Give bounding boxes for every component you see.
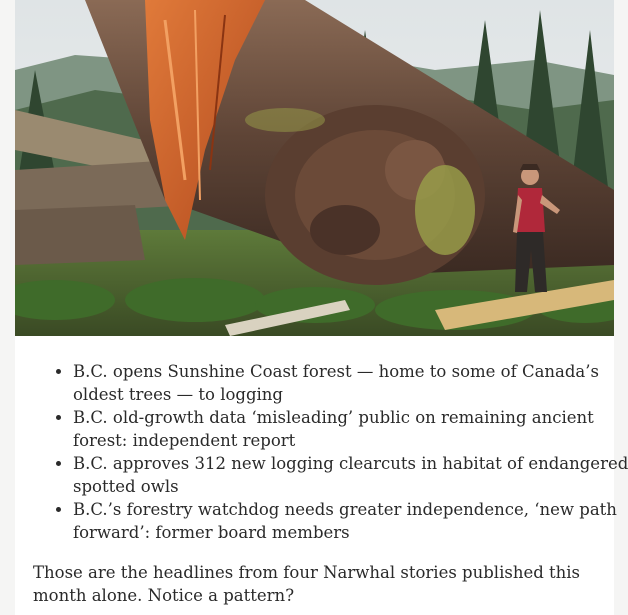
related-headlines-list	[33, 360, 628, 544]
list-item[interactable]	[73, 406, 628, 452]
headline-link[interactable]: B.C.’s forestry watchdog needs greater independence, ‘new path forward’: former board members	[73, 500, 617, 542]
hero-image	[15, 0, 614, 336]
headline-link[interactable]: B.C. old-growth data ‘misleading’ public on remaining ancient forest: independent report	[73, 408, 594, 450]
list-item[interactable]	[73, 360, 628, 406]
fallen-tree-photo-icon	[15, 0, 614, 336]
list-item[interactable]	[73, 452, 628, 498]
list-item[interactable]	[73, 498, 628, 544]
article-body	[15, 0, 628, 615]
article-paragraph: Those are the headlines from four Narwhal stories published this month alone. Notice a pattern?	[33, 563, 581, 605]
headline-link[interactable]: B.C. approves 312 new logging clearcuts in habitat of endangered spotted owls	[73, 454, 628, 496]
headline-link[interactable]: B.C. opens Sunshine Coast forest — home to some of Canada’s oldest trees — to logging	[73, 362, 599, 404]
